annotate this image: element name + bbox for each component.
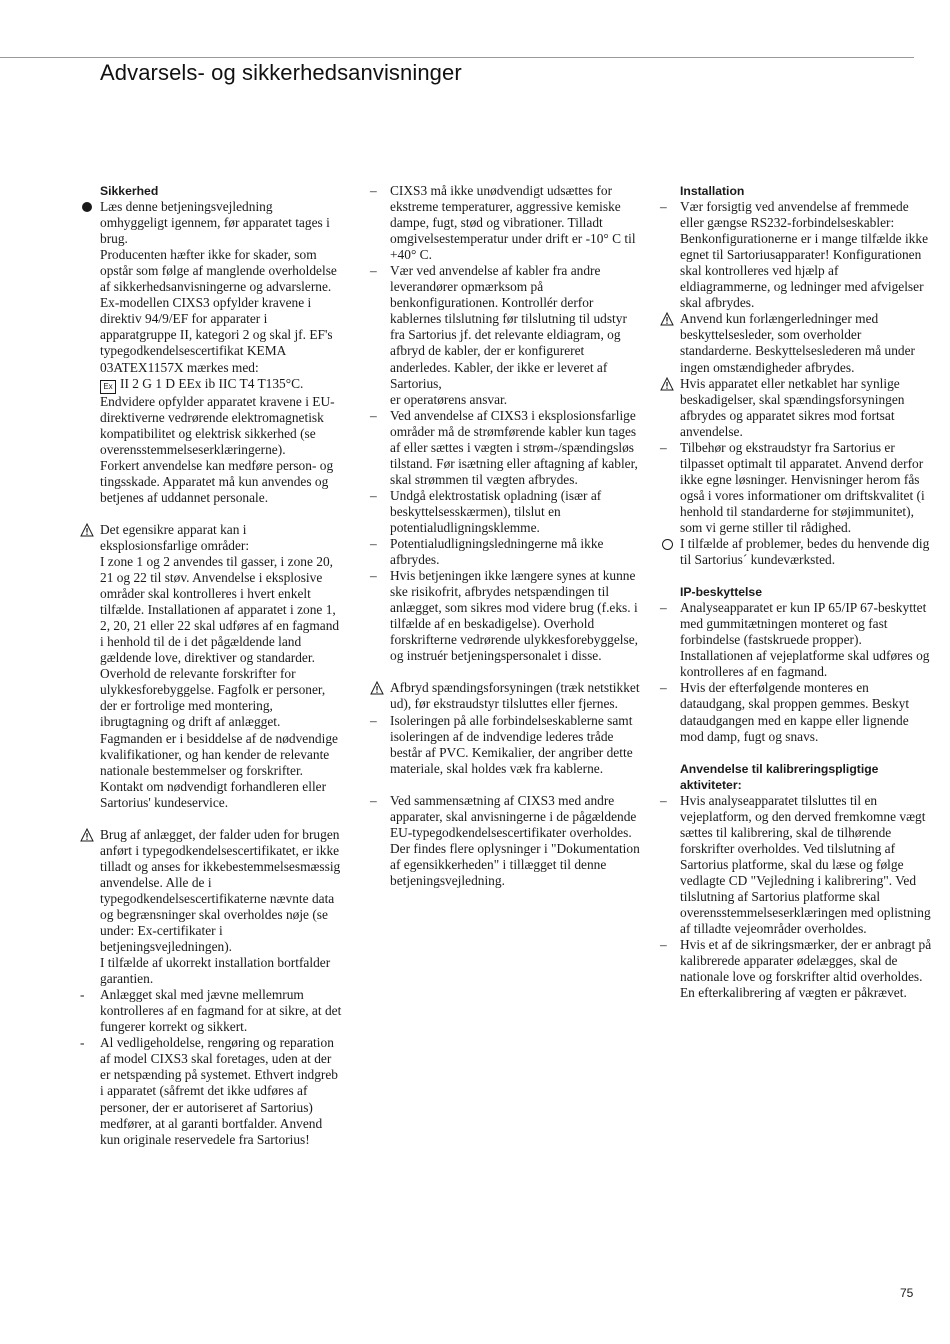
dash-list-item: – Hvis et af de sikringsmærker, der er anbragt på kalibrerede apparater ødelægges, skal de nationale love og forskrifter altid overholdes. En efterkalibrering af vægten er påkrævet. (660, 937, 932, 1001)
spacer (100, 811, 342, 827)
warning-paragraph: Hvis apparatet eller netkablet har synlige beskadigelser, skal spændingsforsyningen afbrydes og apparatet sikres mod fortsat anvendelse. (680, 376, 932, 440)
dash-marker: – (660, 199, 667, 215)
paragraph: er operatørens ansvar. (390, 391, 508, 407)
column-1 (80, 183, 342, 1148)
dash-marker: – (660, 937, 667, 953)
dash-marker: – (660, 439, 667, 455)
dash-marker: – (370, 263, 377, 279)
section-heading-installation: Installation (680, 184, 745, 198)
dash-marker: – (660, 680, 667, 696)
dash-list-item: - Anlægget skal med jævne mellemrum kontrolleres af en fagmand for at sikre, at det fungerer korrekt og sikkert. (80, 987, 342, 1035)
warning-paragraph: Det egensikre apparat kan i eksplosionsfarlige områder: (100, 522, 342, 554)
section-heading-ip-beskyttelse: IP-beskyttelse (680, 585, 762, 600)
paragraph: I zone 1 og 2 anvendes til gasser, i zone 20, 21 og 22 til støv. Anvendelse i eksplosive områder skal kontrolleres i hvert enkelt tilfælde. Installationen af apparatet i zone 1, 2, 20, 21 eller 22 skal udføres af en fagmand i henhold til de i det pågældende land gældende love, direktiver og standarder. Overhold de relevante forskrifter for ulykkesforebyggelse. Fagfolk er personer, der er fortrolige med montering, ibrugtagning og drift af anlægget. Fagmanden er i besiddelse af de nødvendige kvalifikationer, og han kender de relevante nationale bestemmelser og forskrifter. Kontakt om nødvendigt forhandleren eller Sartorius' kundeservice. (100, 553, 340, 810)
top-rule (0, 57, 914, 58)
spacer (680, 568, 932, 584)
dash-marker: - (80, 987, 85, 1003)
dash-list-item: – Potentialudligningsledningerne må ikke afbrydes. (370, 536, 604, 568)
column-3 (660, 183, 932, 1001)
section-heading-kalibrering: Anvendelse til kalibreringspligtige aktiviteter: (680, 761, 879, 792)
filled-bullet-icon (82, 202, 92, 212)
paragraph: Producenten hæfter ikke for skader, som opstår som følge af manglende overholdelse af sikkerhedsanvisningerne og advarslerne. (100, 247, 337, 295)
dash-list-item: – Undgå elektrostatisk opladning (især af beskyttelsesskærmen), tilslut en potentialudligningsklemme. (370, 487, 602, 535)
warning-triangle-icon (370, 681, 384, 695)
dash-list-item: – Hvis analyseapparatet tilsluttes til en vejeplatform, og den derved fremkomne vægt sættes til kalibrering, skal de tilhørende forskrifter overholdes. Ved tilslutning af Sartorius platforme, skal du læse og følge vedlagte CD "Vejledning i kalibrering". Ved tilslutning af Sartorius platforme skal overensstemmelseserklæringen med oplistning af tilladte vejeområder overholdes. (660, 792, 931, 937)
warning-paragraph: Anvend kun forlængerledninger med beskyttelsesleder, som overholder standarderne. Beskyttelseslederen må under ingen omstændigheder afbrydes. (680, 311, 932, 375)
dash-marker: – (660, 600, 667, 616)
ring-bullet-paragraph: I tilfælde af problemer, bedes du henvende dig til Sartorius´ kundeværksted. (680, 536, 932, 568)
spacer (390, 777, 642, 793)
spacer (100, 506, 342, 522)
dash-marker: - (80, 1035, 85, 1051)
column-2 (370, 183, 642, 889)
page-number: 75 (900, 1286, 914, 1300)
warning-paragraph: Afbryd spændingsforsyningen (træk netstikket ud), før ekstraudstyr tilsluttes eller fjernes. (390, 680, 642, 712)
dash-marker: – (370, 712, 377, 728)
page-title: Advarsels- og sikkerhedsanvisninger (100, 60, 462, 85)
dash-list-item: – Hvis der efterfølgende monteres en dataudgang, skal proppen gemmes. Beskyt dataudgangen med en kappe eller lignende mod damp, fugt og snavs. (660, 680, 910, 744)
dash-marker: – (370, 407, 377, 423)
ring-bullet-icon (662, 539, 673, 550)
dash-marker: – (370, 792, 377, 808)
paragraph: Endvidere opfylder apparatet kravene i EU-direktiverne vedrørende elektromagnetisk kompatibilitet og elektrisk sikkerhed (se overensstemmelseserklæringerne). (100, 393, 335, 457)
paragraph: Ex-modellen CIXS3 opfylder kravene i direktiv 94/9/EF for apparater i apparatgruppe II, kategori 2 og skal jf. EF's typegodkendelsescertifikat KEMA 03ATEX1157X mærkes med: (100, 295, 333, 375)
paragraph: Forkert anvendelse kan medføre person- og tingsskade. Apparatet må kun anvendes og betjenes af uddannet personale. (100, 457, 334, 505)
section-heading-sikkerhed: Sikkerhed (100, 184, 159, 198)
spacer (390, 664, 642, 680)
spacer (680, 745, 932, 761)
dash-marker: – (370, 568, 377, 584)
dash-list-item: – Hvis betjeningen ikke længere synes at kunne ske risikofrit, afbrydes netspændingen til anlægget, som sikres mod videre brug (f.eks. i tilfælde af en beskadigelse). Overhold forskrifterne vedrørende ulykkesforebyggelse, og instruér betjeningspersonalet i disse. (370, 568, 639, 664)
warning-triangle-icon (660, 377, 674, 391)
dash-list-item: – Vær ved anvendelse af kabler fra andre leverandører opmærksom på benkonfigurationen. Kontrollér derfor kablernes tilslutning før tilslutning til udstyr fra Sartorius jf. det relevante eldiagram, og afbryd de kabler, der er konfigureret anderledes. Kabler, der ikke er leveret af Sartorius, (370, 263, 627, 391)
dash-list-item: – Vær forsigtig ved anvendelse af fremmede eller gængse RS232-forbindelseskabler: Benkonfigurationerne er i mange tilfælde ikke egnet til Sartoriusapparater! Konfigurationen skal kontrolleres ved hjælp af eldiagrammerne, og ledninger med afvigelser skal afbrydes. (660, 199, 929, 311)
paragraph: I tilfælde af ukorrekt installation bortfalder garantien. (100, 955, 331, 987)
dash-marker: – (370, 487, 377, 503)
dash-list-item: – CIXS3 må ikke unødvendigt udsættes for ekstreme temperaturer, aggressive kemiske dampe, fugt, stød og vibrationer. Tilladt omgivelsestemperatur under drift er -10° C til +40° C. (370, 183, 636, 263)
dash-marker: – (370, 536, 377, 552)
warning-triangle-icon (80, 828, 94, 842)
warning-paragraph: Brug af anlægget, der falder uden for brugen anført i typegodkendelsescertifikatet, er ikke tilladt og anses for ikkebestemmelsesmæssig anvendelse. Alle de i typegodkendelsescertifikaterne nævnte data og begrænsninger skal overholdes nøje (se under: Ex-certifikater i betjeningsvejledningen). (100, 827, 342, 955)
ex-symbol-icon: Ex (100, 380, 116, 394)
warning-triangle-icon (80, 523, 94, 537)
warning-triangle-icon (660, 312, 674, 326)
dash-marker: – (370, 183, 377, 198)
dash-list-item: – Ved sammensætning af CIXS3 med andre apparater, skal anvisningerne i de pågældende EU-typegodkendelsescertifikater overholdes. Der findes flere oplysninger i "Dokumentation af egensikkerheden" i tillægget til denne betjeningsvejledning. (370, 792, 640, 888)
dash-marker: – (660, 792, 667, 808)
ex-marking: Ex II 2 G 1 D EEx ib IIC T4 T135°C. (100, 376, 342, 394)
dash-list-item: – Ved anvendelse af CIXS3 i eksplosionsfarlige områder må de strømførende kabler kun tages af eller sættes i vægten i strøm-/spændingsløs tilstand. Før isætning eller aftagning af kabler, skal strømmen til vægten afbrydes. (370, 407, 638, 487)
dash-list-item: – Tilbehør og ekstraudstyr fra Sartorius er tilpasset optimalt til apparatet. Anvend derfor ikke egne løsninger. Henvisninger herom fås også i vores informationer om driftskvalitet (i henhold til standarderne for støjimmunitet), som vi gerne stiller til rådighed. (660, 439, 925, 535)
dash-list-item: – Analyseapparatet er kun IP 65/IP 67-beskyttet med gummitætningen monteret og fast forbindelse (fastskruede propper). Installationen af vejeplatforme skal udføres og kontrolleres af en fagmand. (660, 600, 930, 680)
dash-list-item: – Isoleringen på alle forbindelseskablerne samt isoleringen af de indvendige lederes tråde består af PVC. Kemikalier, der angriber dette materiale, skal holdes væk fra kablerne. (370, 712, 633, 776)
dash-list-item: - Al vedligeholdelse, rengøring og reparation af model CIXS3 skal foretages, uden at der er netspænding på systemet. Ethvert indgreb i apparatet (såfremt det ikke udføres af personer, der er autoriseret af Sartorius) medfører, at al garanti bortfalder. Anvend kun originale reservedele fra Sartorius! (80, 1035, 339, 1147)
bullet-paragraph: Læs denne betjeningsvejledning omhyggeligt igennem, før apparatet tages i brug. (100, 199, 342, 247)
